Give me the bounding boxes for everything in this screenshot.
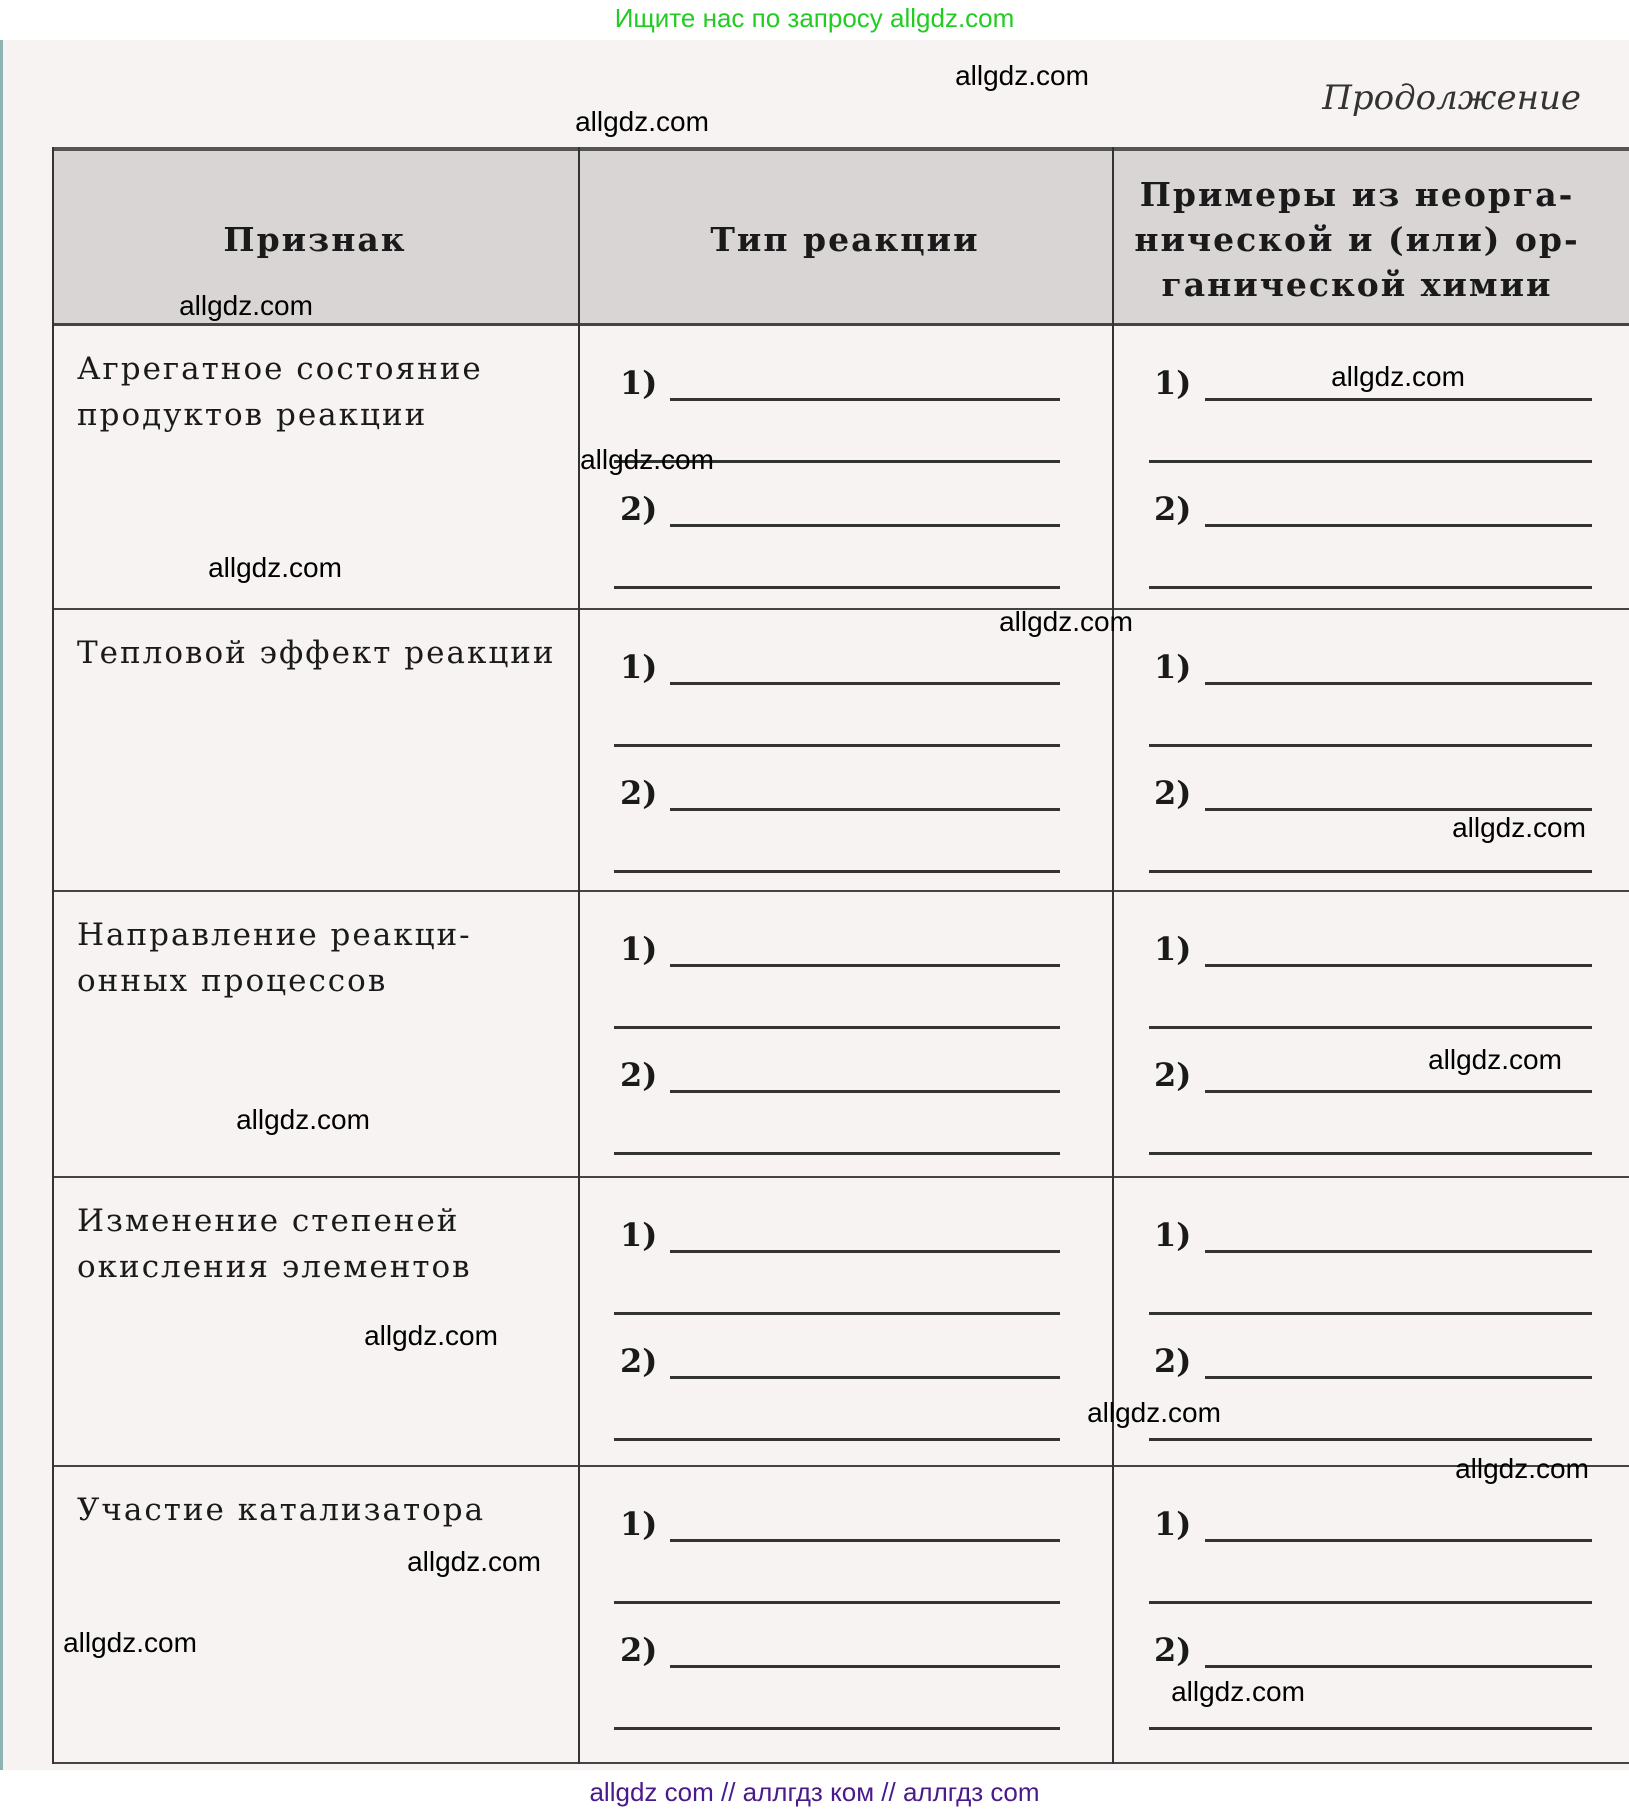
table-row — [52, 1467, 1629, 1764]
answer-line[interactable] — [614, 1727, 1060, 1730]
answer-line[interactable] — [670, 682, 1060, 685]
answer-line[interactable] — [614, 586, 1060, 589]
answer-line[interactable] — [1149, 460, 1592, 463]
answer-line[interactable] — [670, 524, 1060, 527]
answer-line[interactable] — [1149, 744, 1592, 747]
column-divider — [578, 147, 580, 1764]
watermark: allgdz.com — [575, 106, 709, 137]
continuation-label: Продолжение — [1322, 78, 1581, 118]
answer-line[interactable] — [1149, 1438, 1592, 1441]
answer-line[interactable] — [1149, 1152, 1592, 1155]
item-number: 1) — [1154, 648, 1192, 686]
watermark: allgdz.com — [364, 1320, 498, 1351]
item-number: 1) — [1154, 1216, 1192, 1254]
item-number: 2) — [1154, 1342, 1192, 1380]
answer-line[interactable] — [1149, 1727, 1592, 1730]
header-examples: Примеры из неорга-нической и (или) ор-ганической химии — [1134, 174, 1580, 304]
item-number: 2) — [1154, 1056, 1192, 1094]
item-number: 2) — [1154, 1631, 1192, 1669]
watermark: allgdz.com — [1171, 1676, 1305, 1707]
answer-line[interactable] — [1205, 682, 1592, 685]
feature-label: Изменение степеней окисления элементов — [77, 1203, 472, 1285]
answer-line[interactable] — [670, 964, 1060, 967]
answer-line[interactable] — [614, 1152, 1060, 1155]
answer-line[interactable] — [614, 1438, 1060, 1441]
item-number: 1) — [620, 930, 658, 968]
watermark: allgdz.com — [208, 552, 342, 583]
item-number: 2) — [620, 490, 658, 528]
item-number: 1) — [1154, 364, 1192, 402]
watermark: allgdz.com — [236, 1104, 370, 1135]
answer-line[interactable] — [670, 398, 1060, 401]
answer-line[interactable] — [614, 870, 1060, 873]
answer-line[interactable] — [1205, 1250, 1592, 1253]
item-number: 2) — [620, 1631, 658, 1669]
item-number: 2) — [620, 1056, 658, 1094]
answer-line[interactable] — [1205, 964, 1592, 967]
feature-label: Участие катализатора — [77, 1492, 486, 1528]
item-number: 2) — [620, 774, 658, 812]
item-number: 1) — [620, 1505, 658, 1543]
item-number: 1) — [620, 648, 658, 686]
answer-line[interactable] — [1205, 524, 1592, 527]
feature-label: Тепловой эффект реакции — [77, 635, 556, 671]
item-number: 2) — [1154, 774, 1192, 812]
watermark: allgdz.com — [1428, 1044, 1562, 1075]
watermark: allgdz.com — [999, 606, 1133, 637]
answer-line[interactable] — [1205, 808, 1592, 811]
watermark: allgdz.com — [179, 290, 313, 321]
answer-line[interactable] — [614, 1026, 1060, 1029]
watermark: allgdz.com — [580, 444, 714, 475]
answer-line[interactable] — [670, 1376, 1060, 1379]
watermark: allgdz.com — [1452, 812, 1586, 843]
answer-line[interactable] — [614, 744, 1060, 747]
answer-line[interactable] — [1205, 1665, 1592, 1668]
column-divider — [1112, 147, 1114, 1764]
answer-line[interactable] — [670, 1090, 1060, 1093]
answer-line[interactable] — [1149, 870, 1592, 873]
answer-line[interactable] — [670, 1665, 1060, 1668]
watermark: allgdz.com — [1331, 361, 1465, 392]
table-row — [52, 1178, 1629, 1467]
item-number: 2) — [1154, 490, 1192, 528]
header-feature: Признак — [223, 219, 407, 259]
answer-line[interactable] — [1205, 398, 1592, 401]
answer-line[interactable] — [614, 1601, 1060, 1604]
item-number: 1) — [1154, 1505, 1192, 1543]
item-number: 1) — [620, 364, 658, 402]
table-border-left — [52, 147, 54, 1764]
feature-label: Направление реакци-онных процессов — [77, 917, 472, 999]
watermark: allgdz.com — [63, 1627, 197, 1658]
answer-line[interactable] — [670, 1250, 1060, 1253]
answer-line[interactable] — [670, 808, 1060, 811]
feature-label: Агрегатное состояние продуктов реакции — [77, 351, 483, 433]
answer-line[interactable] — [1149, 1026, 1592, 1029]
answer-line[interactable] — [670, 1539, 1060, 1542]
answer-line[interactable] — [1149, 1312, 1592, 1315]
item-number: 1) — [1154, 930, 1192, 968]
search-banner[interactable]: Ищите нас по запросу allgdz.com — [614, 3, 1015, 33]
answer-line[interactable] — [1205, 1376, 1592, 1379]
watermark: allgdz.com — [1455, 1453, 1589, 1484]
answer-line[interactable] — [1149, 1601, 1592, 1604]
header-reaction-type: Тип реакции — [710, 219, 980, 259]
item-number: 1) — [620, 1216, 658, 1254]
answer-line[interactable] — [1205, 1090, 1592, 1093]
answer-line[interactable] — [614, 1312, 1060, 1315]
footer-links[interactable]: allgdz com // аллгдз ком // аллгдз com — [589, 1777, 1040, 1807]
answer-line[interactable] — [1149, 586, 1592, 589]
watermark: allgdz.com — [407, 1546, 541, 1577]
table-row — [52, 610, 1629, 892]
watermark: allgdz.com — [955, 60, 1089, 91]
item-number: 2) — [620, 1342, 658, 1380]
watermark: allgdz.com — [1087, 1397, 1221, 1428]
answer-line[interactable] — [1205, 1539, 1592, 1542]
